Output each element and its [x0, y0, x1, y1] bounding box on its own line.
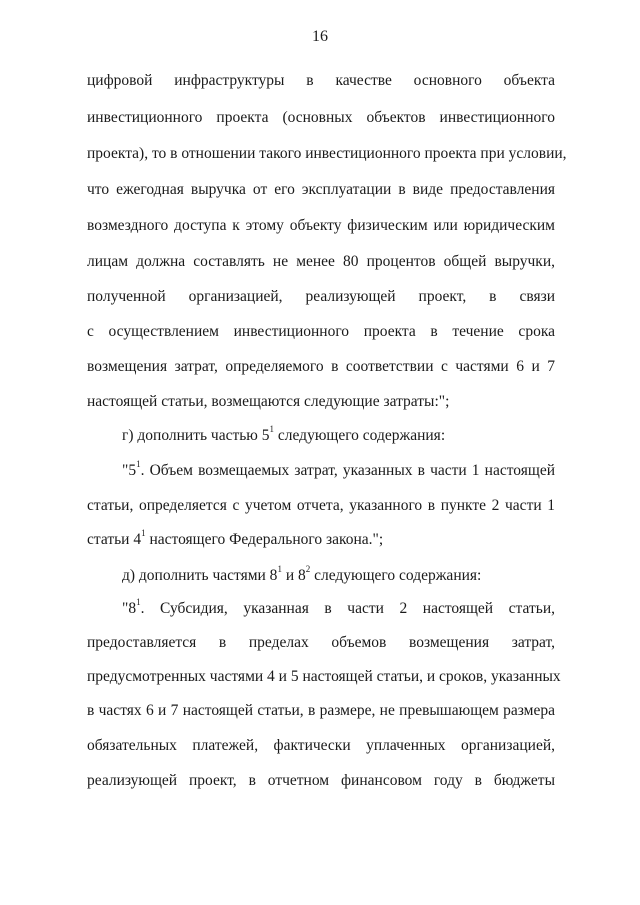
text-line: возмездного доступа к этому объекту физическим или юридическим	[87, 217, 555, 234]
quote-text: "5	[122, 462, 137, 479]
text-line: инвестиционного проекта (основных объектов инвестиционного	[87, 109, 555, 126]
superscript: 1	[277, 563, 282, 574]
text-line: настоящей статьи, возмещаются следующие затраты:";	[87, 393, 450, 410]
item-d-text: д) дополнить частями 8	[122, 567, 278, 584]
item-d-text: и 8	[281, 567, 306, 584]
text-line: статьи, определяется с учетом отчета, указанного в пункте 2 части 1	[87, 497, 555, 514]
item-g-text: следующего содержания:	[274, 427, 446, 444]
item-g-line	[122, 423, 555, 446]
text-line: предоставляется в пределах объемов возмещения затрат,	[87, 634, 555, 651]
text-line: возмещения затрат, определяемого в соответствии с частями 6 и 7	[87, 358, 555, 375]
text-line: в частях 6 и 7 настоящей статьи, в размере, не превышающем размера	[87, 702, 555, 719]
superscript: 1	[136, 458, 141, 469]
quote-5-1-line	[87, 527, 555, 550]
quote-5-1-line	[122, 458, 555, 481]
text-line: обязательных платежей, фактически уплаченных организацией,	[87, 737, 555, 754]
superscript: 1	[136, 596, 141, 607]
page-number: 16	[312, 28, 328, 45]
item-g-text: г) дополнить частью 5	[122, 427, 270, 444]
text-line: лицам должна составлять не менее 80 процентов общей выручки,	[87, 253, 555, 270]
text-line: с осуществлением инвестиционного проекта в течение срока	[87, 323, 555, 340]
text-line: полученной организацией, реализующей проект, в связи	[87, 288, 555, 305]
quote-text: статьи 4	[87, 531, 142, 548]
text-line: реализующей проект, в отчетном финансовом году в бюджеты	[87, 772, 555, 789]
quote-text: настоящего Федерального закона.";	[145, 531, 384, 548]
text-line: предусмотренных частями 4 и 5 настоящей статьи, и сроков, указанных	[87, 668, 561, 685]
superscript: 1	[269, 423, 275, 434]
text-line: цифровой инфраструктуры в качестве основного объекта	[87, 72, 555, 89]
text-line: что ежегодная выручка от его эксплуатации в виде предоставления	[87, 181, 555, 198]
quote-text: . Объем возмещаемых затрат, указанных в части 1 настоящей	[140, 462, 555, 479]
superscript: 1	[141, 527, 146, 538]
item-d-text: следующего содержания:	[310, 567, 482, 584]
item-d-line	[122, 563, 555, 586]
quote-8-1-line	[122, 596, 555, 619]
superscript: 2	[305, 563, 311, 574]
text-line: проекта), то в отношении такого инвестиционного проекта при условии,	[87, 145, 567, 162]
quote-text: . Субсидия, указанная в части 2 настоящей статьи,	[140, 600, 555, 617]
quote-text: "8	[122, 600, 137, 617]
